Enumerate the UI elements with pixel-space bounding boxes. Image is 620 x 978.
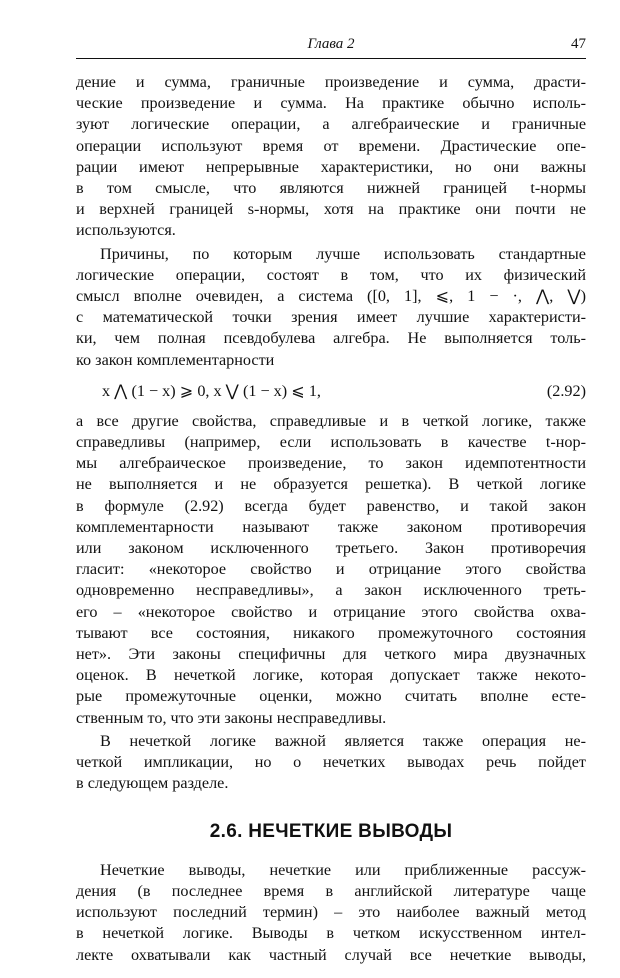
section-heading: 2.6. НЕЧЕТКИЕ ВЫВОДЫ (209, 820, 453, 842)
text-line: рые промежуточные оценки, можно считать вполне есте- (76, 687, 586, 706)
text-line: его – «некоторое свойство и отрицание этого свойства охва- (76, 602, 586, 621)
text-line: В нечеткой логике важной является также операция не- (100, 731, 586, 750)
paragraph-5 (76, 860, 586, 966)
formula-expression: x ⋀ (1 − x) ⩾ 0, x ⋁ (1 − x) ⩽ 1, (102, 381, 321, 400)
paragraph-1 (76, 72, 586, 242)
paragraph-3 (76, 411, 586, 729)
text-line: в формуле (2.92) всегда будет равенство, и такой закон (76, 496, 586, 515)
running-header (76, 32, 586, 59)
text-line: ственным то, что эти законы несправедливы. (76, 708, 387, 727)
text-line: оценок. В нечеткой логике, которая допускает также некото- (76, 666, 586, 685)
page-number: 47 (571, 36, 586, 52)
text-line: комплементарности называют также законом противоречия (76, 517, 586, 536)
text-line: ческие произведение и сумма. На практике обычно исполь- (76, 94, 586, 113)
paragraph-2 (76, 244, 586, 371)
text-line: Нечеткие выводы, нечеткие или приближенные рассуж- (100, 860, 586, 879)
text-line: в нечеткой логике. Выводы в четком искусственном интел- (76, 924, 586, 943)
text-line: ко закон комплементарности (76, 350, 275, 369)
text-line: операции используют время от времени. Драстические опе- (76, 136, 586, 155)
text-line: Причины, по которым лучше использовать стандартные (100, 244, 586, 263)
paragraph-4 (76, 731, 586, 795)
text-line: тывают все состояния, никакого промежуточного состояния (76, 623, 586, 642)
formula-2-92 (76, 374, 586, 408)
text-line: используются. (76, 221, 176, 240)
text-line: четкой импликации, но о нечетких выводах речь пойдет (76, 753, 586, 772)
text-line: смысл вполне очевиден, а система ([0, 1], ⩽, 1 − ·, ⋀, ⋁) (76, 287, 586, 306)
text-line: нет». Эти законы специфичны для четкого мира двузначных (76, 645, 586, 664)
text-line: или законом исключенного третьего. Закон противоречия (76, 539, 586, 558)
text-line: лекте охватывали как частный случай все нечеткие выводы, (76, 945, 586, 964)
formula-number: (2.92) (546, 381, 586, 400)
text-line: используют последний термин) – это наиболее важный метод (76, 903, 586, 922)
text-line: и верхней границей s-нормы, хотя на практике они почти не (76, 200, 586, 219)
chapter-title: Глава 2 (307, 36, 355, 52)
text-line: справедливы (например, если использовать в качестве t-нор- (76, 433, 586, 452)
text-line: в следующем разделе. (76, 774, 229, 793)
text-line: зуют логические операции, а алгебраические и граничные (76, 115, 586, 134)
text-line: логические операции, состоят в том, что их физический (76, 265, 586, 284)
text-line: в том смысле, что являются нижней границей t-нормы (76, 179, 586, 198)
page-body (76, 72, 586, 966)
text-line: одновременно несправедливы», а закон исключенного треть- (76, 581, 586, 600)
text-line: гласит: «некоторое свойство и отрицание этого свойства (76, 560, 586, 579)
text-line: с математической точки зрения имеет лучшие характеристи- (76, 308, 586, 327)
text-line: дение и сумма, граничные произведение и сумма, драсти- (76, 73, 586, 91)
text-line: рации имеют непрерывные характеристики, но они важны (76, 157, 586, 176)
text-line: мы алгебраическое произведение, то закон идемпотентности (76, 454, 586, 473)
text-line: ки, чем полная псевдобулева алгебра. Не выполняется толь- (76, 329, 586, 348)
text-line: не выполняется и не образуется решетка). В четкой логике (76, 475, 586, 494)
text-line: а все другие свойства, справедливые и в четкой логике, также (76, 411, 586, 430)
text-line: дения (в последнее время в английской литературе чаще (76, 881, 586, 900)
